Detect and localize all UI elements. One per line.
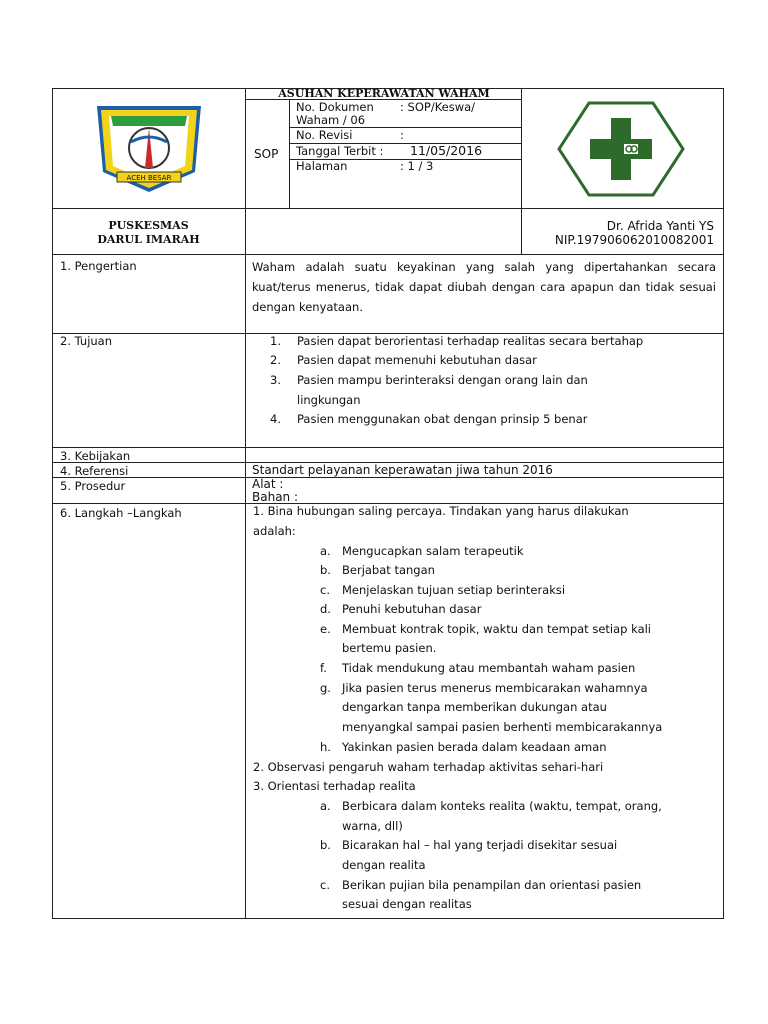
sub-text: Membuat kontrak topik, waktu dan tempat setiap kali bbox=[342, 622, 652, 636]
divider bbox=[52, 477, 724, 478]
aceh-besar-logo bbox=[89, 102, 209, 194]
signer-nip: NIP.197906062010082001 bbox=[554, 233, 714, 247]
sub-text: Berbicara dalam konteks realita (waktu, tempat, orang, bbox=[342, 799, 662, 813]
tujuan-item-text: Pasien dapat memenuhi kebutuhan dasar bbox=[297, 353, 537, 367]
divider bbox=[52, 447, 724, 448]
sub-letter: e. bbox=[320, 622, 331, 636]
tujuan-item-text-cont: lingkungan bbox=[297, 393, 361, 407]
tujuan-item-num: 2. bbox=[270, 353, 281, 367]
tanggal-terbit-label: Tanggal Terbit : bbox=[296, 144, 384, 158]
prosedur-label: 5. Prosedur bbox=[60, 479, 126, 493]
document-title: ASUHAN KEPERAWATAN WAHAM bbox=[278, 87, 490, 100]
sub-letter: g. bbox=[320, 681, 331, 695]
no-dokumen-value-line2: Waham / 06 bbox=[296, 113, 366, 127]
referensi-label: 4. Referensi bbox=[60, 464, 129, 478]
divider bbox=[245, 88, 246, 447]
step1-line2: adalah: bbox=[253, 524, 296, 538]
pengertian-text: Waham adalah suatu keyakinan yang salah yang dipertahankan secara kuat/terus menerus, tidak dapat diubah dengan cara apapun dan tidak sesuai dengan kenyataan. bbox=[252, 260, 716, 314]
step1-line1: 1. Bina hubungan saling percaya. Tindakan yang harus dilakukan bbox=[253, 504, 629, 518]
tujuan-item-num: 3. bbox=[270, 373, 281, 387]
divider bbox=[289, 99, 290, 208]
tujuan-label: 2. Tujuan bbox=[60, 334, 113, 348]
tujuan-item-text: Pasien mampu berinteraksi dengan orang lain dan bbox=[297, 373, 588, 387]
sub-letter: d. bbox=[320, 602, 331, 616]
divider bbox=[245, 447, 246, 919]
divider bbox=[52, 208, 724, 209]
sub-text: Mengucapkan salam terapeutik bbox=[342, 544, 524, 558]
sub-letter: c. bbox=[320, 583, 330, 597]
halaman-label: Halaman bbox=[296, 159, 348, 173]
sub-text-cont: menyangkal sampai pasien berhenti membicarakannya bbox=[342, 720, 663, 734]
sub-text: Berikan pujian bila penampilan dan orientasi pasien bbox=[342, 878, 642, 892]
sub-text: Penuhi kebutuhan dasar bbox=[342, 602, 482, 616]
puskesmas-logo bbox=[557, 100, 685, 198]
halaman-value: : 1 / 3 bbox=[400, 159, 434, 173]
tanggal-terbit-value: 11/05/2016 bbox=[410, 143, 483, 158]
sub-text: Jika pasien terus menerus membicarakan wahamnya bbox=[342, 681, 648, 695]
tujuan-item-text: Pasien menggunakan obat dengan prinsip 5 benar bbox=[297, 412, 588, 426]
referensi-text: Standart pelayanan keperawatan jiwa tahun 2016 bbox=[252, 463, 553, 477]
puskesmas-name-line2: DARUL IMARAH bbox=[97, 233, 200, 246]
tujuan-item-text: Pasien dapat berorientasi terhadap realitas secara bertahap bbox=[297, 334, 644, 348]
sub-text: Yakinkan pasien berada dalam keadaan aman bbox=[342, 740, 607, 754]
pengertian-label: 1. Pengertian bbox=[60, 259, 137, 273]
tujuan-item-num: 1. bbox=[270, 334, 281, 348]
sub-text-cont: bertemu pasien. bbox=[342, 641, 437, 655]
puskesmas-name-line1: PUSKESMAS bbox=[108, 219, 189, 232]
no-revisi-label: No. Revisi bbox=[296, 128, 353, 142]
svg-text:ACEH BESAR: ACEH BESAR bbox=[126, 174, 172, 182]
prosedur-bahan: Bahan : bbox=[252, 490, 299, 504]
kebijakan-label: 3. Kebijakan bbox=[60, 449, 131, 463]
sub-text: Menjelaskan tujuan setiap berinteraksi bbox=[342, 583, 566, 597]
sub-letter: a. bbox=[320, 799, 331, 813]
step3-text: 3. Orientasi terhadap realita bbox=[253, 779, 416, 793]
no-dokumen-label: No. Dokumen bbox=[296, 100, 374, 114]
sub-text-cont: warna, dll) bbox=[342, 819, 403, 833]
no-dokumen-value: : SOP/Keswa/ bbox=[400, 100, 476, 114]
sub-text-cont: sesuai dengan realitas bbox=[342, 897, 472, 911]
sop-label: SOP bbox=[254, 147, 279, 161]
sub-letter: h. bbox=[320, 740, 331, 754]
prosedur-alat: Alat : bbox=[252, 477, 284, 491]
sub-letter: b. bbox=[320, 563, 331, 577]
signer-name: Dr. Afrida Yanti YS bbox=[606, 219, 714, 233]
sub-text: Bicarakan hal – hal yang terjadi disekitar sesuai bbox=[342, 838, 618, 852]
sub-letter: c. bbox=[320, 878, 330, 892]
sub-letter: a. bbox=[320, 544, 331, 558]
sub-text: Berjabat tangan bbox=[342, 563, 435, 577]
sub-letter: b. bbox=[320, 838, 331, 852]
langkah-label: 6. Langkah –Langkah bbox=[60, 506, 182, 520]
divider bbox=[52, 254, 724, 255]
step2-text: 2. Observasi pengaruh waham terhadap aktivitas sehari-hari bbox=[253, 760, 604, 774]
sub-text-cont: dengan realita bbox=[342, 858, 426, 872]
tujuan-item-num: 4. bbox=[270, 412, 281, 426]
sub-text: Tidak mendukung atau membantah waham pasien bbox=[342, 661, 636, 675]
no-revisi-value: : bbox=[400, 128, 404, 142]
sub-letter: f. bbox=[320, 661, 327, 675]
sub-text-cont: dengarkan tanpa memberikan dukungan atau bbox=[342, 700, 607, 714]
